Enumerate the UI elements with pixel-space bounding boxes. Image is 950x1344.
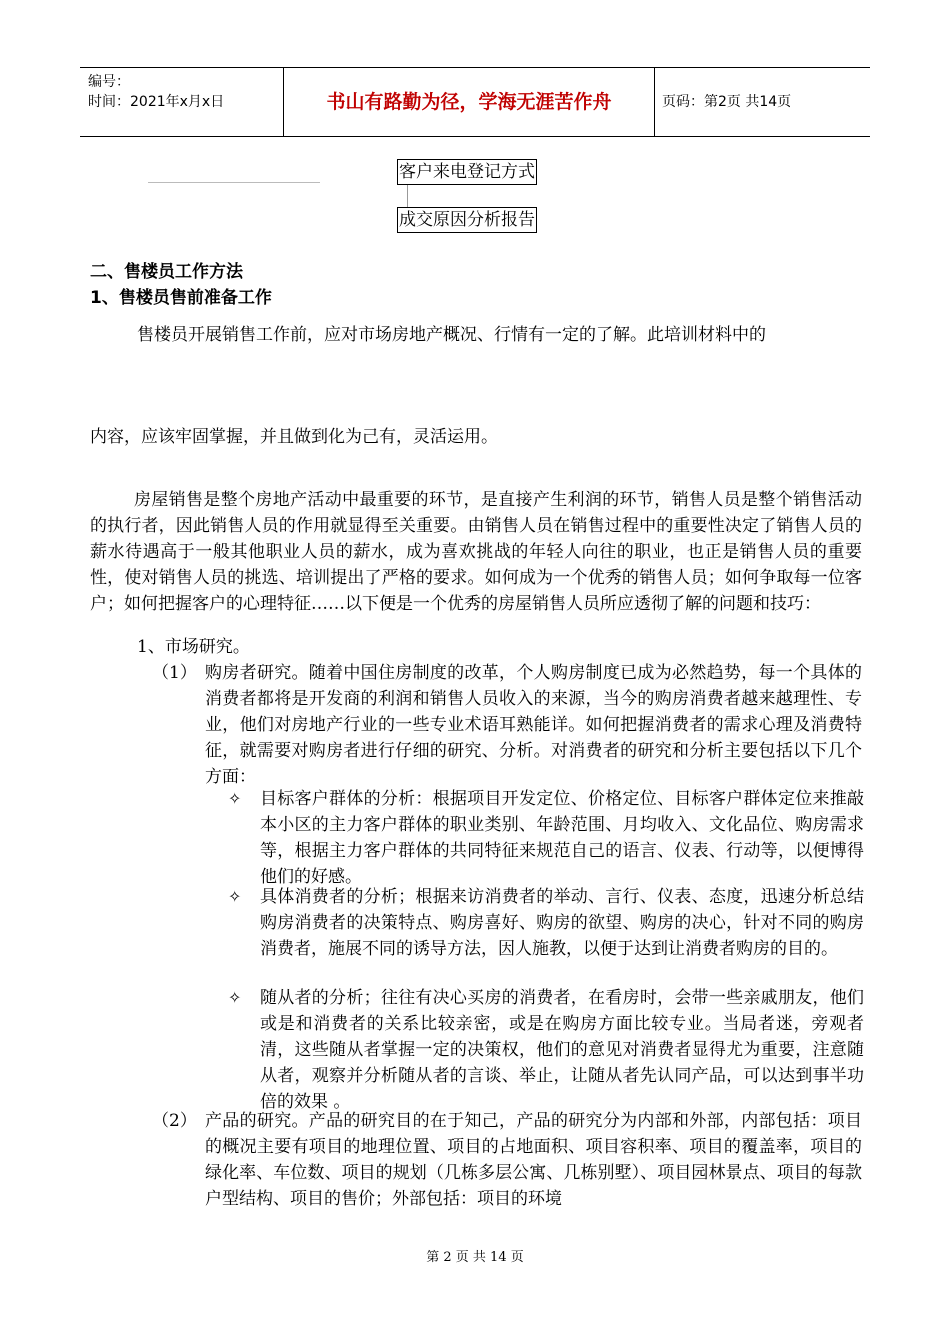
header-info [80,68,283,136]
bullet-3-icon: ✧ [228,988,242,1007]
number-label: 编号： [88,74,130,90]
bullet-1-text: 目标客户群体的分析：根据项目开发定位、价格定位、目标客户群体定位来推敲本小区的主力客户群体的职业类别、年龄范围、月均收入、文化品位、购房需求等，根据主力客户群体的共同特征来规范自己的语言、仪表、行动等，以便博得他们的好感。 [260,789,864,887]
section-title: 二、售楼员工作方法 [90,262,243,282]
sub1-text: 购房者研究。随着中国住房制度的改革，个人购房制度已成为必然趋势，每一个具体的消费者都将是开发商的利润和销售人员收入的来源，当今的购房消费者越来越理性、专业，他们对房地产行业的一些专业术语耳熟能详。如何把握消费者的需求心理及消费特征，就需要对购房者进行仔细的研究、分析。对消费者的研究和分析主要包括以下几个方面： [205,663,862,787]
header-page-label: 页码：第2页 共14页 [662,94,792,110]
main-paragraph: 房屋销售是整个房地产活动中最重要的环节，是直接产生利润的环节，销售人员是整个销售活动的执行者，因此销售人员的作用就显得至关重要。由销售人员在销售过程中的重要性决定了销售人员的薪水待遇高于一般其他职业人员的薪水，成为喜欢挑战的年轻人向往的职业，也正是销售人员的重要性，使对销售人员的挑选、培训提出了严格的要求。如何成为一个优秀的销售人员；如何争取每一位客户；如何把握客户的心理特征……以下便是一个优秀的房屋销售人员所应透彻了解的问题和技巧： [90,490,862,614]
bullet-2-icon: ✧ [228,887,242,906]
time-label: 时间：2021年x月x日 [88,94,225,110]
sub2-text: 产品的研究。产品的研究目的在于知己，产品的研究分为内部和外部，内部包括：项目的概况主要有项目的地理位置、项目的占地面积、项目容积率、项目的覆盖率，项目的绿化率、车位数、项目的规划（几栋多层公寓、几栋别墅）、项目园林景点、项目的每款户型结构、项目的售价；外部包括：项目的环境 [205,1111,862,1209]
page-footer: 第 2 页 共 14 页 [426,1250,524,1265]
page-header [80,67,870,137]
connector-line [407,185,408,207]
sub1-number: （1） [152,663,197,683]
flow-box-1: 客户来电登记方式 [397,159,537,185]
intro-line-2: 内容，应该牢固掌握，并且做到化为己有，灵活运用。 [90,427,498,447]
sub2-number: （2） [152,1111,197,1131]
intro-line-1: 售楼员开展销售工作前，应对市场房地产概况、行情有一定的了解。此培训材料中的 [137,325,766,345]
item1-title: 1、市场研究。 [137,637,250,657]
bullet-3-text: 随从者的分析；往往有决心买房的消费者，在看房时，会带一些亲戚朋友，他们或是和消费者的关系比较亲密，或是在购房方面比较专业。当局者迷，旁观者清，这些随从者掌握一定的决策权，他们的意见对消费者显得尤为重要，注意随从者，观察并分析随从者的言谈、举止，让随从者先认同产品，可以达到事半功倍的效果 。 [260,988,864,1112]
bullet-1-icon: ✧ [228,789,242,808]
header-motto: 书山有路勤为径，学海无涯苦作舟 [283,68,655,136]
subsection-title: 1、售楼员售前准备工作 [90,288,272,308]
divider-line [148,182,320,183]
flow-box-2: 成交原因分析报告 [397,207,537,233]
bullet-2-text: 具体消费者的分析；根据来访消费者的举动、言行、仪表、态度，迅速分析总结购房消费者的决策特点、购房喜好、购房的欲望、购房的决心，针对不同的购房消费者，施展不同的诱导方法，因人施教，以便于达到让消费者购房的目的。 [260,887,864,959]
